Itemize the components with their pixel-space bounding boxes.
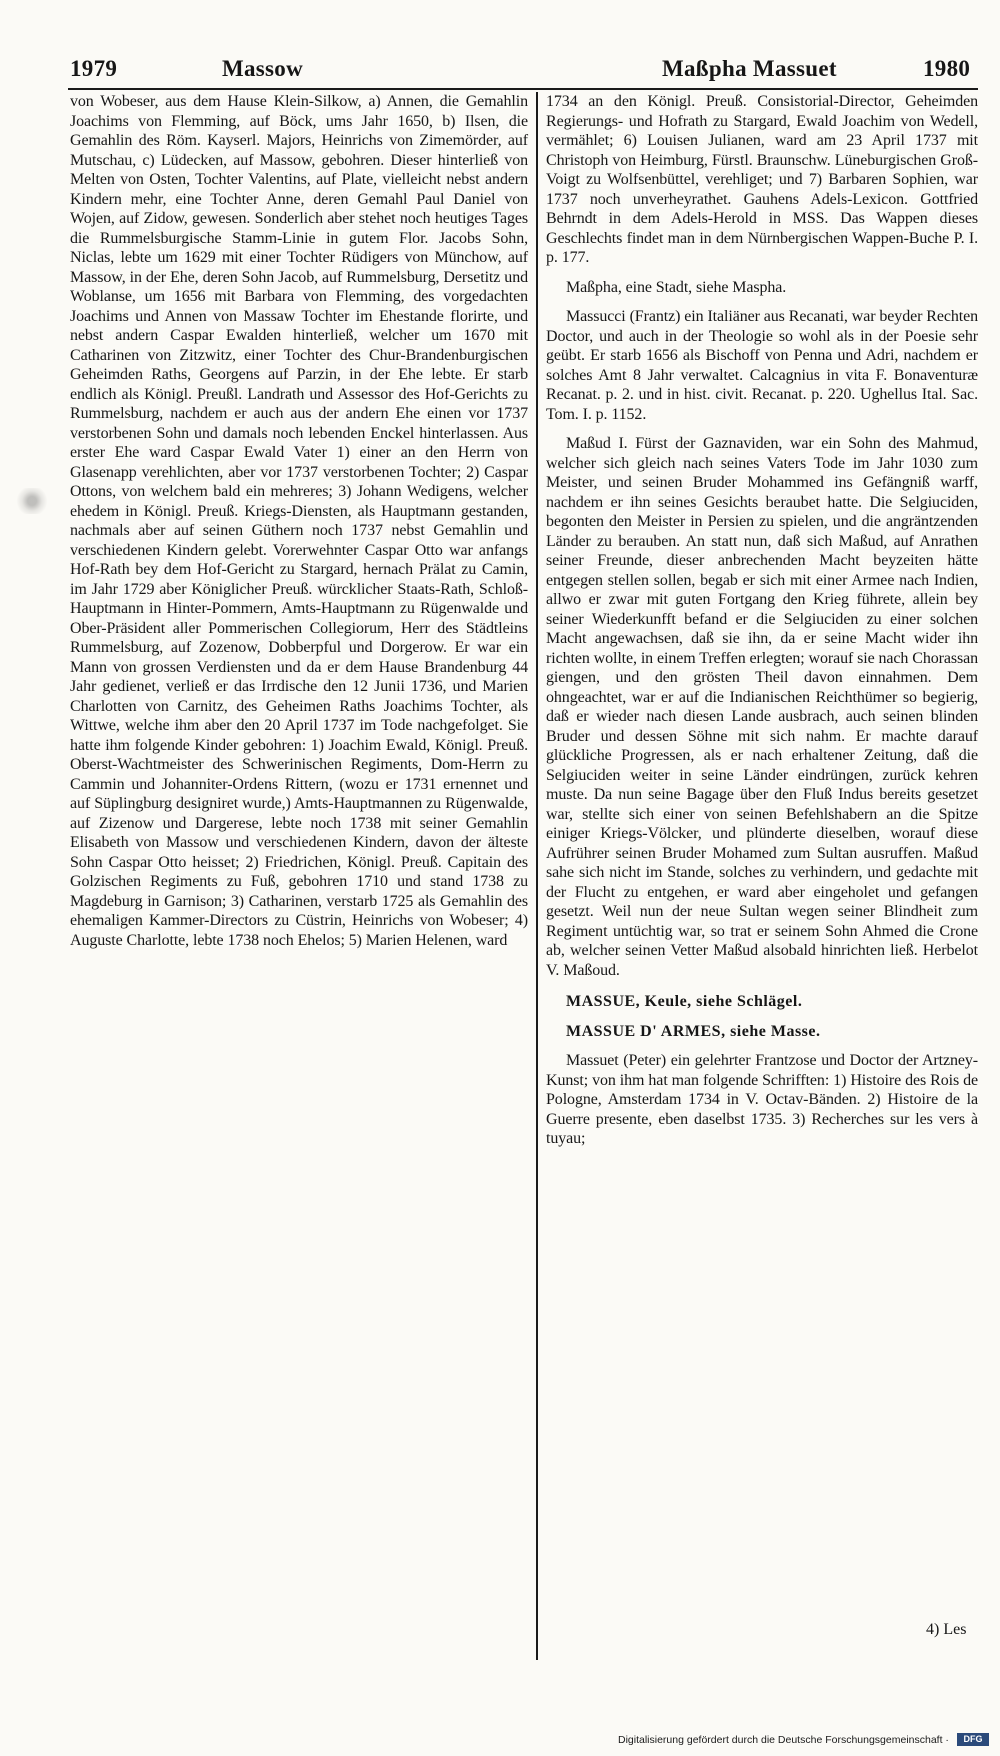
dfg-logo: DFG bbox=[957, 1733, 989, 1746]
ink-smudge bbox=[14, 488, 50, 514]
entry-masspha: Maßpha, eine Stadt, siehe Maspha. bbox=[566, 278, 787, 296]
page-number-left: 1979 bbox=[70, 56, 118, 81]
entry-massue-darmes: MASSUE D' ARMES, siehe Masse. bbox=[566, 1022, 821, 1040]
page-number-right: 1980 bbox=[923, 56, 971, 81]
header-rule bbox=[68, 88, 978, 90]
entry-massow-continuation: von Wobeser, aus dem Hause Klein-Silkow, a) Annen, die Gemahlin Joachims von Flemming, auf Böck, ums Jahr 1650, b) Ilsen, die Gemahlin des Röm. Kayserl. Majors, Heinrichs von Zimemörder, auf Mutschau, c) Lüdecken, auf Massow, gebohren. Dieser hinterließ von Melten von Osten, Tochter Valentins, auf Plate, vielleicht nebst andern Kindern mehr, eine Tochter Anne, deren Gemahl Paul Daniel von Wojen, auf Zidow, gewesen. Sonderlich aber stehet noch heutiges Tages die Rummelsburgische Stamm-Linie in gutem Flor. Jacobs Sohn, Niclas, lebte um 1629 mit einer Tochter Rüdigers von Münchow, auf Massow, in der Ehe, deren Sohn Jacob, auf Rummelsburg, Dersetitz und Woblanse, um 1656 mit Barbara von Flemming, des vorgedachten Joachims und Annen von Massaw Tochter im Ehestande florirte, und nebst andern Caspar Ewalden hinterließ, welcher um 1670 mit Catharinen von Zitzwitz, einer Tochter des Chur-Brandenburgischen Geheimden Raths, Georgens auf Parzin, in der Ehe lebte. Er starb endlich als Königl. Preußl. Landrath und Assessor des Hof-Gerichts zu Rummelsburg, nachdem er auch aus der andern Ehe einen vor 1737 verstorbenen Sohn und damals noch lebenden Enckel hinterlassen. Aus erster Ehe ward Caspar Ewald Vater 1) einer an den Herrn von Glasenapp verehlichten, aber vor 1737 verstorbenen Tochter; 2) Caspar Ottons, von welchem bald ein mehreres; 3) Johann Wedigens, welcher ehedem in Königl. Preuß. Kriegs-Diensten, als Hauptmann gestanden, nachmals aber auf seinen Güthern noch 1737 nebst Gemahlin und verschiedenen Kindern gelebt. Vorerwehnter Caspar Otto war anfangs Hof-Rath bey dem Hof-Gericht zu Stargard, hernach Prälat zu Camin, im Jahr 1729 aber Königlicher Preuß. würcklicher Staats-Rath, Schloß-Hauptmann in Hinter-Pommern, Amts-Hauptmann zu Rügenwalde und Ober-Präsident aller Pommerischen Collegiorum, Herr des Städtleins Rummelsburg, auf Zozenow, Dobberpful und Dorgerow. Er war ein Mann von grossen Verdiensten und da er dem Hause Brandenburg 44 Jahr gedienet, verließ er das Irrdische den 12 Junii 1736, und Marien Charlotten von Carnitz, des Geheimen Raths Joachims Tochter, als Wittwe, welche ihm aber den 20 April 1737 im Tode nachgefolget. Sie hatte ihm folgende Kinder gebohren: 1) Joachim Ewald, Königl. Preuß. Oberst-Wachtmeister des Schwerinischen Regiments, Dom-Herrn zu Cammin und Johanniter-Ordens Rittern, (wozu er 1731 ernennet und auf Süplingburg designiret wurde,) Amts-Hauptmannen zu Rügenwalde, auf Zizenow und Dargerese, lebte noch 1738 mit seiner Gemahlin Elisabeth von Massow und verschiedenen Kindern, davon der älteste Sohn Caspar Otto heisset; 2) Friedrichen, Königl. Preuß. Capitain des Golzischen Regiments zu Fuß, gebohren 1710 und stand 1738 zu Magdeburg in Garnison; 3) Catharinen, verstarb 1725 als Gemahlin des ehemaligen Kammer-Directors zu Cüstrin, Heinrichs von Wobeser; 4) Auguste Charlotte, lebte 1738 noch Ehelos; 5) Marien Helenen, ward bbox=[70, 93, 528, 949]
entry-massue: MASSUE, Keule, siehe Schlägel. bbox=[566, 993, 803, 1010]
column-divider bbox=[536, 92, 538, 1660]
running-head-left: Massow bbox=[222, 56, 304, 81]
catchword: 4) Les bbox=[926, 1621, 967, 1638]
entry-massucci: Massucci (Frantz) ein Italiäner aus Recanati, war beyder Rechten Doctor, und auch in der Theologie so wohl als in der Poesie sehr geübt. Er starb 1656 als Bischoff von Penna und Adri, nachdem er solches Amt 8 Jahr verwaltet. Calcagnius in vita F. Bonaventuræ Recanat. p. 2. und in hist. civit. Recanat. p. 220. Ughellus Ital. Sac. Tom. I. p. 1152. bbox=[546, 308, 978, 423]
entry-massow-end: 1734 an den Königl. Preuß. Consistorial-Director, Geheimden Regierungs- und Hofrath zu Stargard, Ewald Joachim von Wedell, vermählet; 6) Louisen Julianen, ward am 23 April 1737 mit Christoph von Heimburg, Fürstl. Braunschw. Lüneburgischen Groß-Voigt zu Wolfsenbüttel, verehliget; und 7) Barbaren Sophien, war 1737 noch unverheyrathet. Gauhens Adels-Lexicon. Gottfried Behrndt in dem Adels-Herold in MSS. Das Wappen dieses Geschlechts findet man in dem Nürnbergischen Wappen-Buche P. I. p. 177. bbox=[546, 93, 978, 266]
running-head-right: Maßpha Massuet bbox=[662, 56, 837, 81]
digitization-credit: Digitalisierung gefördert durch die Deutsche Forschungsgemeinschaft · bbox=[618, 1734, 949, 1746]
right-column bbox=[546, 92, 978, 1149]
left-column bbox=[70, 92, 528, 950]
entry-massuet: Massuet (Peter) ein gelehrter Frantzose und Doctor der Artzney-Kunst; von ihm hat man folgende Schrifften: 1) Histoire des Rois de Pologne, Amsterdam 1734 in V. Octav-Bänden. 2) Histoire de la Guerre presente, eben daselbst 1735. 3) Recherches sur les vers à tuyau; bbox=[546, 1052, 978, 1147]
entry-massud: Maßud I. Fürst der Gaznaviden, war ein Sohn des Mahmud, welcher sich gleich nach seines Vaters Tode im Jahr 1030 zum Meister, und seinen Bruder Mohammed ins Gefängniß warff, nachdem er ihn seines Gesichts beraubet hatte. Die Selgiuciden, begonten den Meister in Persien zu spielen, und die angräntzenden Länder zu berauben. An statt nun, daß sich Maßud, auf Anrathen seiner Freunde, dieser anbrechenden Macht beyzeiten hätte entgegen stellen sollen, begab er sich mit einer Armee nach Indien, allwo er zwar mit guten Fortgang den Krieg führete, allein bey seiner Wiederkunfft befand er die Selgiuciden zu einer solchen Macht angewachsen, daß sie ihn, da er seine Macht wider ihn richten wollte, in einem Treffen erlegten; worauf sie nach Chorassan giengen, und den grösten Theil davon einnahmen. Dem ohngeachtet, war er auf die Indianischen Reichthümer so begierig, daß er wieder nach diesen Lande ausbrach, auch seinen blinden Bruder und dessen Söhne mit sich nahm. Er machte darauf glückliche Progressen, als er nach erhaltener Zeitung, daß die Selgiuciden weiter in seine Länder eindrüngen, zurück kehren muste. Da nun seine Bagage über den Fluß Indus bereits gesetzet war, stellte sich einer von seinen Befehlshabern an die Spitze einiger Kriegs-Völcker, und plünderte dieselben, worauf diese Aufrührer seinen Bruder Mohamed zum Sultan ausruffen. Maßud sahe sich nicht im Stande, solches zu verhindern, und gedachte mit der Flucht zu entgehen, er ward aber eingeholet und gefangen gesetzt. Weil nun der neue Sultan wegen seiner Blindheit zum Regiment untüchtig war, so trat er seinem Sohn Ahmed die Crone ab, welcher seinen Vetter Maßud alsobald hinrichten ließ. Herbelot V. Maßoud. bbox=[546, 435, 978, 979]
